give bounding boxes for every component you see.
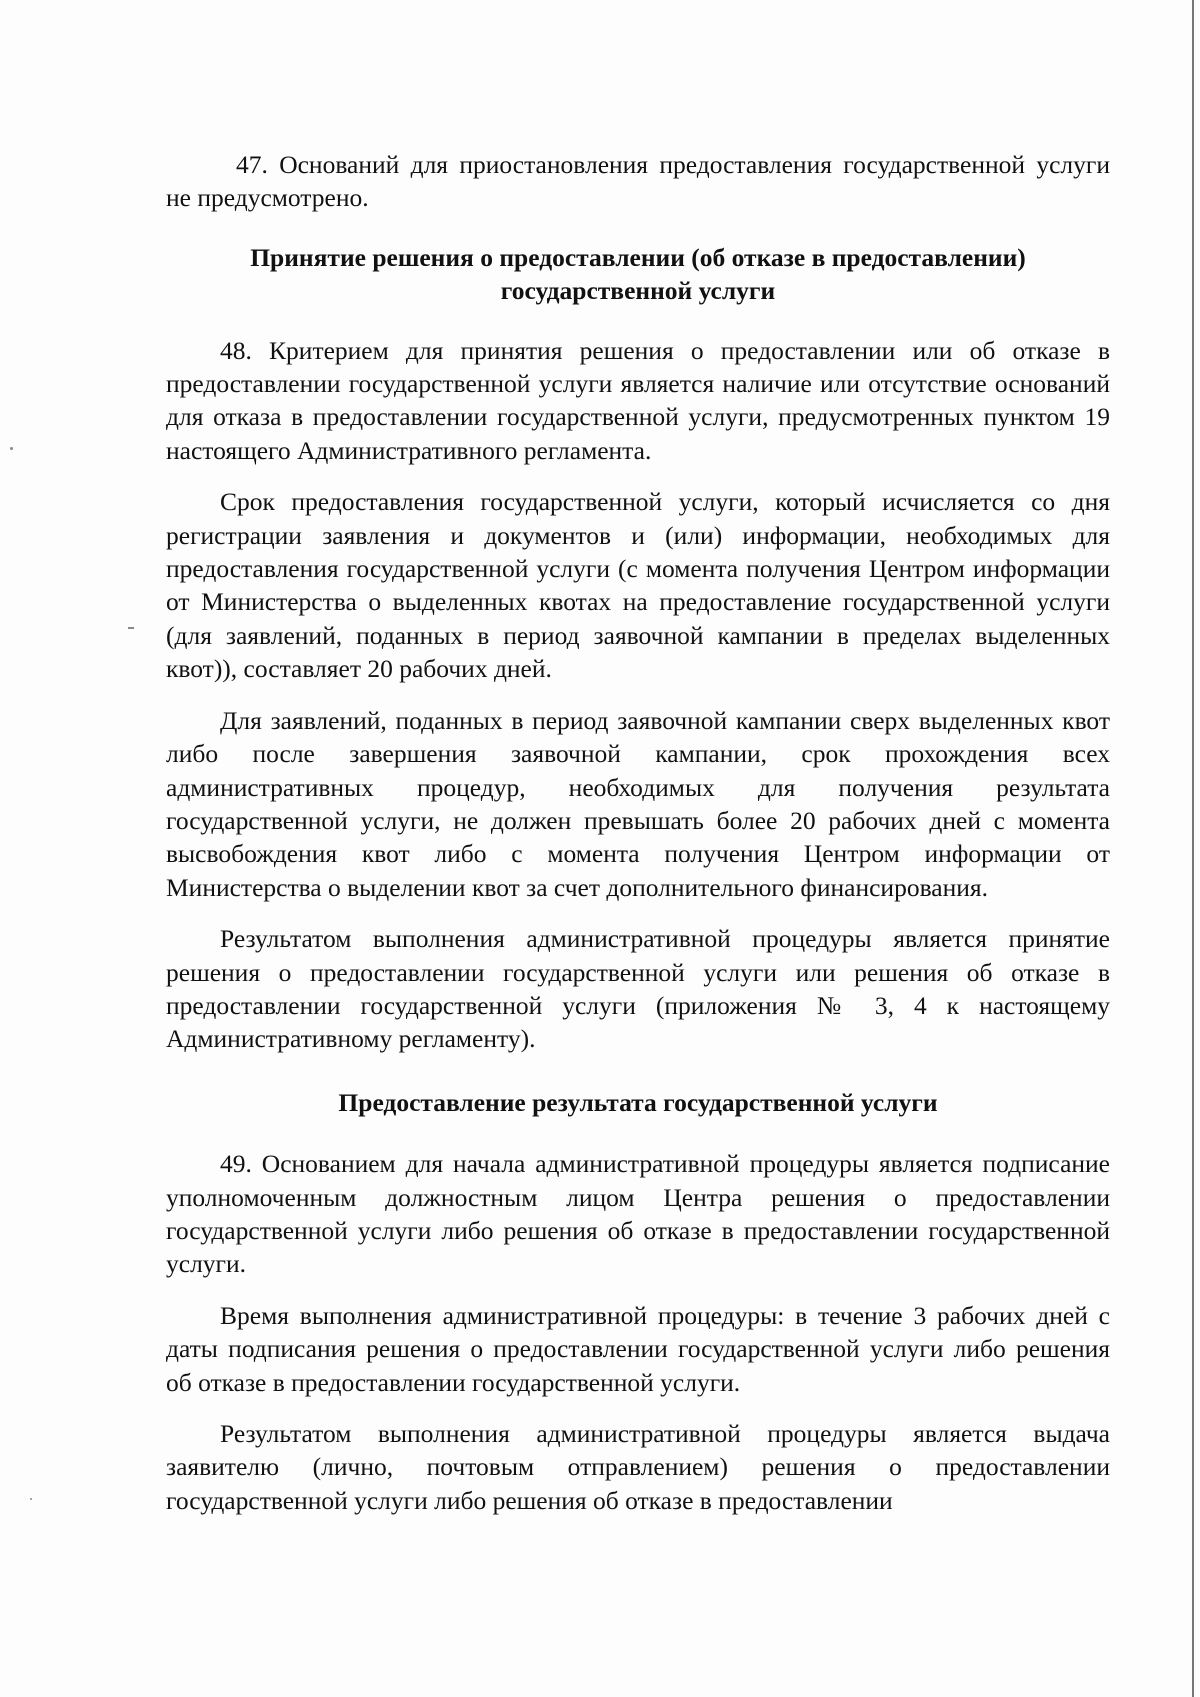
paragraph-49: 49. Основанием для начала административной процедуры является подписание уполномоченным должностным лицом Центра решения о предоставлении государственной услуги либо решения об отказе в предоставлении государственной услуги. xyxy=(166,1149,1110,1279)
document-body xyxy=(166,148,1110,1517)
section-heading-result xyxy=(166,1086,1110,1119)
section-heading-result-text: Предоставление результата государственной услуги xyxy=(338,1087,938,1117)
paragraph-47: 47. Оснований для приостановления предоставления государственной услуги не предусмотрено. xyxy=(166,150,1110,213)
paragraph-48: 48. Критерием для принятия решения о предоставлении или об отказе в предоставлении государственной услуги является наличие или отсутствие оснований для отказа в предоставлении государственной услуги, предусмотренных пунктом 19 настоящего Административного регламента. xyxy=(166,335,1110,465)
scan-edge-line xyxy=(1192,0,1194,1697)
paragraph-48-result: Результатом выполнения административной процедуры является принятие решения о предоставлении государственной услуги или решения об отказе в предоставлении государственной услуги (приложения № 3, 4 к настоящему Административному регламенту). xyxy=(166,924,1110,1054)
scan-speck xyxy=(10,447,13,450)
paragraph-49-result: Результатом выполнения административной процедуры является выдача заявителю (лично, почтовым отправлением) решения о предоставлении государственной услуги либо решения об отказе в предоставлении xyxy=(166,1419,1110,1515)
section-heading-decision xyxy=(166,241,1110,308)
paragraph-48-excess: Для заявлений, поданных в период заявочной кампании сверх выделенных квот либо после завершения заявочной кампании, срок прохождения всех административных процедур, необходимых для получения результата государственной услуги, не должен превышать более 20 рабочих дней с момента высвобождения квот либо с момента получения Центром информации от Министерства о выделении квот за счет дополнительного финансирования. xyxy=(166,705,1110,902)
section-heading-decision-text: Принятие решения о предоставлении (об отказе в предоставлении) государственной услуги xyxy=(250,242,1026,306)
scan-speck xyxy=(30,1498,32,1500)
scan-speck xyxy=(128,627,134,629)
paragraph-49-time: Время выполнения административной процедуры: в течение 3 рабочих дней с даты подписания решения о предоставлении государственной услуги либо решения об отказе в предоставлении государственной услуги. xyxy=(166,1300,1110,1397)
paragraph-48-term: Срок предоставления государственной услуги, который исчисляется со дня регистрации заявления и документов и (или) информации, необходимых для предоставления государственной услуги (с момента получения Центром информации от Министерства о выделенных квотах на предоставление государственной услуги (для заявлений, поданных в период заявочной кампании в пределах выделенных квот)), составляет 20 рабочих дней. xyxy=(166,487,1110,684)
